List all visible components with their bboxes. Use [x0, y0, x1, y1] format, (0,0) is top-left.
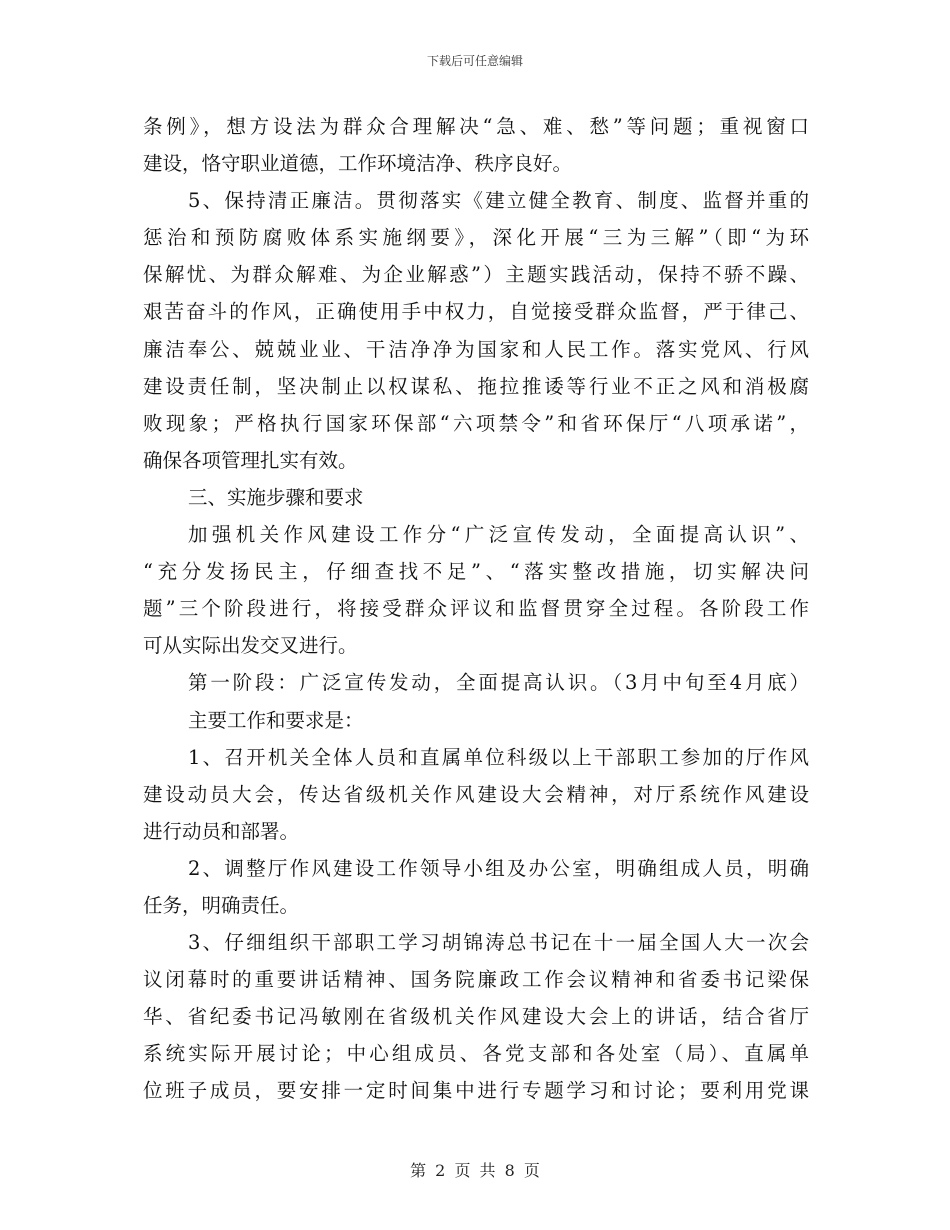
- text-line: 可从实际出发交叉进行。: [143, 634, 358, 658]
- text-line: 加强机关作风建设工作分“广泛宣传发动，全面提高认识”、: [188, 523, 814, 547]
- text-line: 5、保持清正廉洁。贯彻落实《建立健全教育、制度、监督并重的: [188, 189, 812, 213]
- text-line: 建设动员大会，传达省级机关作风建设大会精神，对厅系统作风建设: [143, 782, 812, 806]
- page-header: 下载后可任意编辑: [426, 54, 523, 68]
- text-line: “充分发扬民主，仔细查找不足”、“落实整改措施，切实解决问: [143, 560, 814, 584]
- text-line: 华、省纪委书记冯敏刚在省级机关作风建设大会上的讲话，结合省厅: [143, 1005, 812, 1029]
- text-line: 议闭幕时的重要讲话精神、国务院廉政工作会议精神和省委书记梁保: [143, 968, 812, 992]
- text-line: 位班子成员，要安排一定时间集中进行专题学习和讨论；要利用党课: [143, 1079, 812, 1103]
- text-line: 题”三个阶段进行，将接受群众评议和监督贯穿全过程。各阶段工作: [143, 597, 813, 621]
- text-line: 1、召开机关全体人员和直属单位科级以上干部职工参加的厅作风: [188, 745, 812, 769]
- text-line: 三、实施步骤和要求: [188, 485, 364, 509]
- text-line: 保解忧、为群众解难、为企业解惑”）主题实践活动，保持不骄不躁、: [143, 263, 812, 287]
- text-line: 惩治和预防腐败体系实施纲要》，深化开展“三为三解”（即“为环: [143, 226, 814, 250]
- text-line: 建设责任制，坚决制止以权谋私、拖拉推诿等行业不正之风和消极腐: [143, 374, 812, 398]
- text-line: 败现象；严格执行国家环保部“六项禁令”和省环保厅“八项承诺”，: [143, 411, 813, 435]
- text-line: 3、仔细组织干部职工学习胡锦涛总书记在十一届全国人大一次会: [188, 931, 812, 955]
- text-line: 条例》，想方设法为群众合理解决“急、难、愁”等问题；重视窗口: [143, 115, 813, 138]
- page-footer: 第 2 页 共 8 页: [410, 1161, 540, 1180]
- document-body: [143, 108, 814, 1110]
- text-line: 系统实际开展讨论；中心组成员、各党支部和各处室（局）、直属单: [143, 1042, 813, 1066]
- text-line: 第一阶段：广泛宣传发动，全面提高认识。（3月中旬至4月底）: [188, 671, 812, 695]
- text-line: 建设，恪守职业道德，工作环境洁净、秩序良好。: [143, 152, 573, 176]
- text-line: 2、调整厅作风建设工作领导小组及办公室，明确组成人员，明确: [188, 856, 812, 880]
- text-line: 确保各项管理扎实有效。: [143, 448, 358, 472]
- text-line: 进行动员和部署。: [143, 819, 300, 843]
- text-line: 廉洁奉公、兢兢业业、干洁净净为国家和人民工作。落实党风、行风: [143, 337, 812, 361]
- text-line: 任务，明确责任。: [143, 893, 300, 917]
- text-line: 艰苦奋斗的作风，正确使用手中权力，自觉接受群众监督，严于律己、: [143, 300, 812, 324]
- text-line: 主要工作和要求是：: [188, 708, 364, 732]
